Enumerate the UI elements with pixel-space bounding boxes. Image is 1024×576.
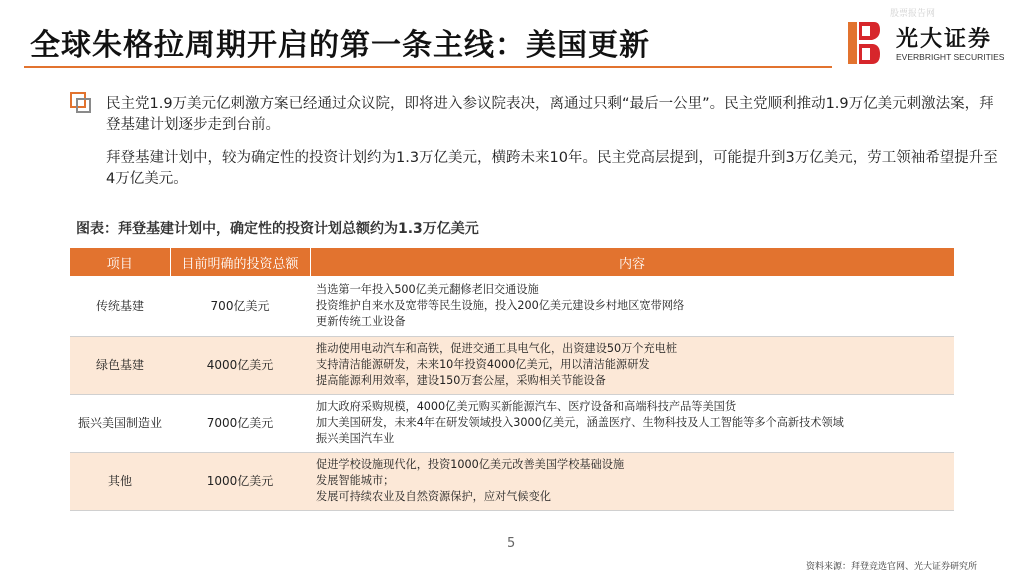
logo-name-cn: 光大证券	[896, 27, 993, 52]
row-content	[310, 276, 954, 336]
content-line: 加大美国研发，未来4年在研发领域投入3000亿美元，涵盖医疗、生物科技及人工智能等多个高新技术领域	[316, 416, 844, 429]
content-line: 当选第一年投入500亿美元翻修老旧交通设施	[316, 282, 539, 296]
row-amount: 7000亿美元	[170, 394, 310, 452]
row-amount: 700亿美元	[170, 276, 310, 336]
content-line: 投资维护自来水及宽带等民生设施，投入200亿美元建设乡村地区宽带网络	[316, 298, 685, 312]
content-line: 发展可持续农业及自然资源保护，应对气候变化	[316, 490, 551, 503]
table-row	[70, 394, 954, 452]
content-line: 更新传统工业设备	[316, 314, 406, 328]
row-content	[310, 452, 954, 510]
logo-name-en: EVERBRIGHT SECURITIES	[896, 52, 1005, 62]
investment-table	[70, 248, 955, 511]
company-logo	[846, 20, 1016, 66]
row-content	[310, 394, 954, 452]
content-line: 推动使用电动汽车和高铁，促进交通工具电气化，出资建设50万个充电桩	[316, 342, 678, 355]
header-content: 内容	[310, 248, 954, 276]
table-row	[70, 276, 954, 336]
page-number: 5	[507, 536, 516, 551]
row-amount: 1000亿美元	[170, 452, 310, 510]
content-line: 促进学校设施现代化，投资1000亿美元改善美国学校基础设施	[316, 458, 625, 471]
row-item: 传统基建	[70, 276, 170, 336]
content-line: 发展智能城市；	[316, 474, 395, 487]
title-divider	[24, 66, 832, 68]
row-item: 绿色基建	[70, 336, 170, 394]
source-note: 资料来源：拜登竞选官网、光大证券研究所	[806, 562, 978, 572]
table-row	[70, 336, 954, 394]
content-line: 提高能源利用效率，建设150万套公屋，采购相关节能设备	[316, 374, 606, 387]
everbright-logo-icon	[846, 20, 882, 66]
row-amount: 4000亿美元	[170, 336, 310, 394]
header-item: 项目	[70, 248, 170, 276]
table-header-row	[70, 248, 954, 276]
watermark-text: 股票报告网	[890, 9, 936, 19]
row-item: 其他	[70, 452, 170, 510]
content-line: 振兴美国汽车业	[316, 432, 395, 445]
bullet-square-icon	[70, 92, 86, 108]
row-content	[310, 336, 954, 394]
paragraph-1: 民主党1.9万美元亿刺激方案已经通过众议院，即将进入参议院表决，离通过只剩“最后一公里”。民主党顺利推动1.9万亿美元刺激法案，拜登基建计划逐步走到台前。	[106, 96, 994, 133]
paragraph-2: 拜登基建计划中，较为确定性的投资计划约为1.3万亿美元，横跨未来10年。民主党高层提到，可能提升到3万亿美元，劳工领袖希望提升至4万亿美元。	[106, 150, 998, 187]
figure-title: 图表：拜登基建计划中，确定性的投资计划总额约为1.3万亿美元	[76, 221, 479, 237]
table-row	[70, 452, 954, 510]
content-line: 加大政府采购规模，4000亿美元购买新能源汽车、医疗设备和高端科技产品等美国货	[316, 400, 737, 413]
content-line: 支持清洁能源研发，未来10年投资4000亿美元，用以清洁能源研发	[316, 358, 650, 371]
header-amount: 目前明确的投资总额	[170, 248, 310, 276]
page-title: 全球朱格拉周期开启的第一条主线：美国更新	[30, 28, 650, 63]
row-item: 振兴美国制造业	[70, 394, 170, 452]
